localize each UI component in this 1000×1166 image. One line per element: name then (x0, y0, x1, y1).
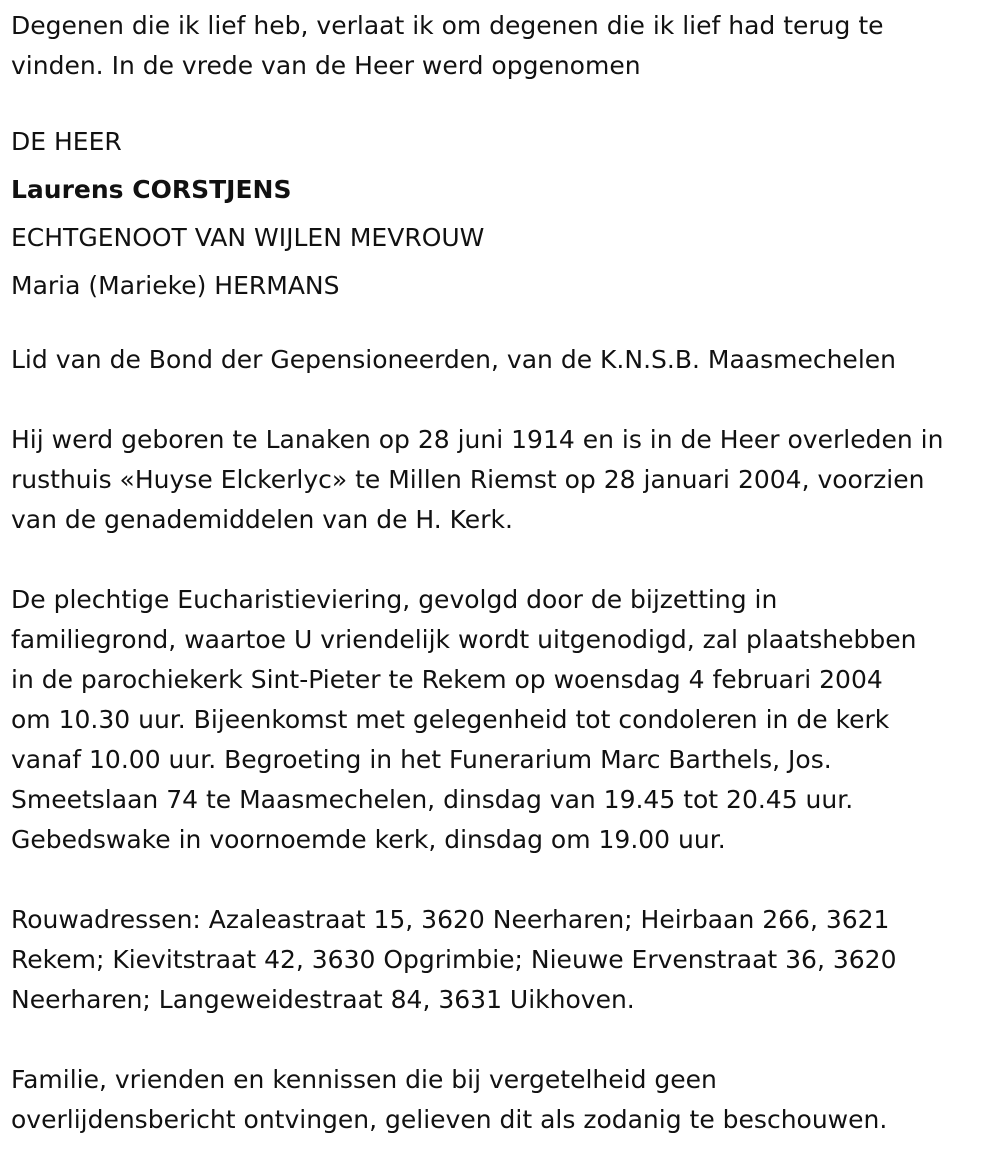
birth-death-line: Hij werd geboren te Lanaken op 28 juni 1914 en is in de Heer overleden in (11, 425, 944, 454)
birth-death-line: rusthuis «Huyse Elckerlyc» te Millen Riemst op 28 januari 2004, voorzien (11, 465, 925, 494)
birth-death-line: van de genademiddelen van de H. Kerk. (11, 505, 513, 534)
deceased-name: Laurens CORSTJENS (11, 175, 292, 204)
ceremony-line: Smeetslaan 74 te Maasmechelen, dinsdag van 19.45 tot 20.45 uur. (11, 785, 854, 814)
spouse-line: ECHTGENOOT VAN WIJLEN MEVROUW (11, 223, 485, 252)
obituary-notice (11, 6, 996, 1140)
intro-line: Degenen die ik lief heb, verlaat ik om degenen die ik lief had terug te (11, 11, 884, 40)
membership-line: Lid van de Bond der Gepensioneerden, van de K.N.S.B. Maasmechelen (11, 345, 896, 374)
closing-paragraph (11, 1060, 996, 1140)
birth-death-paragraph (11, 420, 996, 540)
address-line: Neerharen; Langeweidestraat 84, 3631 Uikhoven. (11, 985, 635, 1014)
intro-paragraph (11, 6, 996, 86)
address-line: Rouwadressen: Azaleastraat 15, 3620 Neerharen; Heirbaan 266, 3621 (11, 905, 890, 934)
ceremony-line: in de parochiekerk Sint-Pieter te Rekem op woensdag 4 februari 2004 (11, 665, 883, 694)
closing-line: Familie, vrienden en kennissen die bij vergetelheid geen (11, 1065, 717, 1094)
address-line: Rekem; Kievitstraat 42, 3630 Opgrimbie; Nieuwe Ervenstraat 36, 3620 (11, 945, 897, 974)
intro-line: vinden. In de vrede van de Heer werd opgenomen (11, 51, 641, 80)
closing-line: overlijdensbericht ontvingen, gelieven dit als zodanig te beschouwen. (11, 1105, 888, 1134)
deceased-block (11, 118, 996, 310)
ceremony-line: Gebedswake in voornoemde kerk, dinsdag om 19.00 uur. (11, 825, 726, 854)
ceremony-line: vanaf 10.00 uur. Begroeting in het Funerarium Marc Barthels, Jos. (11, 745, 832, 774)
spouse-name: Maria (Marieke) HERMANS (11, 271, 340, 300)
ceremony-line: om 10.30 uur. Bijeenkomst met gelegenheid tot condoleren in de kerk (11, 705, 890, 734)
addresses-paragraph (11, 900, 996, 1020)
title-prefix: DE HEER (11, 127, 122, 156)
ceremony-line: familiegrond, waartoe U vriendelijk wordt uitgenodigd, zal plaatshebben (11, 625, 917, 654)
ceremony-line: De plechtige Eucharistieviering, gevolgd door de bijzetting in (11, 585, 778, 614)
ceremony-paragraph (11, 580, 996, 860)
